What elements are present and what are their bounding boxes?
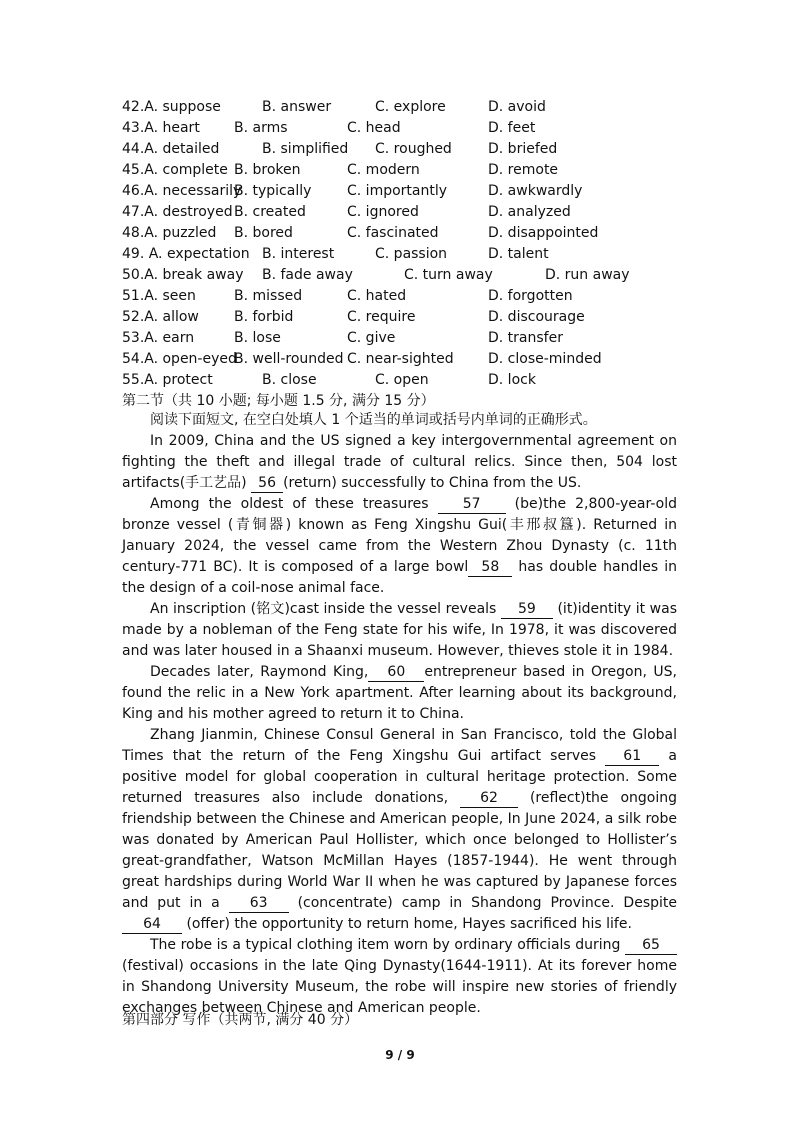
choice-option-d[interactable]: D. feet: [488, 120, 536, 136]
choice-option-a[interactable]: 52.A. allow: [122, 309, 199, 325]
choice-list: [122, 97, 682, 391]
blank-56[interactable]: 56: [251, 475, 283, 493]
choice-option-b[interactable]: B. arms: [234, 120, 288, 136]
choice-option-d[interactable]: D. awkwardly: [488, 183, 583, 199]
paragraph-3: An inscription (铭文)cast inside the vessel reveals 59 (it)identity it was made by a nobleman of the Feng state for his wife, In 1978, it was discovered and was later housed in a Shaanxi museum. However, thieves stole it in 1984.: [122, 601, 677, 659]
choice-option-b[interactable]: B. typically: [234, 183, 312, 199]
choice-option-c[interactable]: C. passion: [375, 246, 448, 262]
choice-option-d[interactable]: D. talent: [488, 246, 549, 262]
choice-row: [122, 286, 682, 307]
choice-row: [122, 370, 682, 391]
choice-option-c[interactable]: C. roughed: [375, 141, 452, 157]
paragraph-5: Zhang Jianmin, Chinese Consul General in San Francisco, told the Global Times that the return of the Feng Xingshu Gui artifact serves 61 a positive model for global cooperation in cultural heritage protection. Some returned treasures also include donations, 62 (reflect)the ongoing friendship between the Chinese and American people, In June 2024, a silk robe was donated by American Paul Hollister, which once belonged to Hollister’s great-grandfather, Watson McMillan Hayes (1857-1944). He went through great hardships during World War II when he was captured by Japanese forces and put in a 63 (concentrate) camp in Shandong Province. Despite 64 (offer) the opportunity to return home, Hayes sacrificed his life.: [122, 727, 677, 932]
choice-option-c[interactable]: C. fascinated: [347, 225, 439, 241]
blank-65[interactable]: 65: [625, 937, 677, 955]
choice-option-a[interactable]: 46.A. necessarily: [122, 183, 242, 199]
passage: [122, 410, 677, 1019]
choice-row: [122, 265, 682, 286]
choice-option-c[interactable]: C. open: [375, 372, 429, 388]
choice-option-b[interactable]: B. lose: [234, 330, 281, 346]
choice-option-b[interactable]: B. well-rounded: [234, 351, 344, 367]
choice-row: [122, 244, 682, 265]
choice-option-c[interactable]: C. importantly: [347, 183, 448, 199]
choice-row: [122, 223, 682, 244]
choice-option-d[interactable]: D. forgotten: [488, 288, 573, 304]
choice-option-d[interactable]: D. discourage: [488, 309, 585, 325]
paragraph-2: Among the oldest of these treasures 57 (be)the 2,800-year-old bronze vessel (青铜器) known as Feng Xingshu Gui(丰邢叔簋). Returned in January 2024, the vessel came from the Western Zhou Dynasty (c. 11th century-771 BC). It is composed of a large bowl 58 has double handles in the design of a coil-nose animal face.: [122, 496, 677, 596]
choice-row: [122, 139, 682, 160]
choice-option-b[interactable]: B. close: [262, 372, 317, 388]
choice-option-b[interactable]: B. answer: [262, 99, 332, 115]
choice-option-d[interactable]: D. remote: [488, 162, 559, 178]
blank-61[interactable]: 61: [605, 748, 659, 766]
choice-option-d[interactable]: D. avoid: [488, 99, 546, 115]
choice-option-d[interactable]: D. disappointed: [488, 225, 599, 241]
choice-option-b[interactable]: B. bored: [234, 225, 293, 241]
blank-63[interactable]: 63: [229, 895, 289, 913]
choice-option-d[interactable]: D. analyzed: [488, 204, 571, 220]
choice-option-d[interactable]: D. briefed: [488, 141, 558, 157]
choice-option-b[interactable]: B. created: [234, 204, 306, 220]
choice-option-c[interactable]: C. require: [347, 309, 416, 325]
choice-option-a[interactable]: 53.A. earn: [122, 330, 195, 346]
choice-option-d[interactable]: D. transfer: [488, 330, 563, 346]
blank-62[interactable]: 62: [460, 790, 518, 808]
blank-57[interactable]: 57: [438, 496, 506, 514]
choice-option-a[interactable]: 43.A. heart: [122, 120, 200, 136]
choice-row: [122, 349, 682, 370]
choice-option-a[interactable]: 50.A. break away: [122, 267, 244, 283]
choice-row: [122, 118, 682, 139]
choice-option-b[interactable]: B. interest: [262, 246, 335, 262]
choice-option-b[interactable]: B. simplified: [262, 141, 349, 157]
choice-option-a[interactable]: 55.A. protect: [122, 372, 213, 388]
choice-option-c[interactable]: C. give: [347, 330, 396, 346]
choice-option-c[interactable]: C. modern: [347, 162, 420, 178]
part-4-heading: 第四部分 写作（共两节, 满分 40 分）: [122, 1012, 359, 1028]
choice-option-a[interactable]: 51.A. seen: [122, 288, 196, 304]
choice-option-d[interactable]: D. lock: [488, 372, 536, 388]
choice-row: [122, 307, 682, 328]
paragraph-1: In 2009, China and the US signed a key intergovernmental agreement on fighting the theft and illegal trade of cultural relics. Since then, 504 lost artifacts(手工艺品) 56 (return) successfully to China from the US.: [122, 433, 677, 491]
choice-row: [122, 328, 682, 349]
choice-option-c[interactable]: C. explore: [375, 99, 446, 115]
choice-option-d[interactable]: D. run away: [545, 267, 630, 283]
choice-option-b[interactable]: B. broken: [234, 162, 301, 178]
choice-row: [122, 202, 682, 223]
page-number: 9 / 9: [385, 1048, 415, 1062]
choice-option-c[interactable]: C. turn away: [404, 267, 493, 283]
instruction: 阅读下面短文, 在空白处填人 1 个适当的单词或括号内单词的正确形式。: [150, 412, 597, 428]
choice-row: [122, 160, 682, 181]
choice-option-b[interactable]: B. missed: [234, 288, 303, 304]
choice-option-a[interactable]: 54.A. open-eyed: [122, 351, 237, 367]
blank-64[interactable]: 64: [122, 916, 182, 934]
choice-option-b[interactable]: B. forbid: [234, 309, 294, 325]
choice-option-c[interactable]: C. hated: [347, 288, 407, 304]
blank-58[interactable]: 58: [468, 559, 512, 577]
paragraph-4: Decades later, Raymond King, 60 entrepreneur based in Oregon, US, found the relic in a New York apartment. After learning about its background, King and his mother agreed to return it to China.: [122, 664, 677, 722]
choice-option-a[interactable]: 48.A. puzzled: [122, 225, 217, 241]
blank-59[interactable]: 59: [501, 601, 553, 619]
blank-60[interactable]: 60: [368, 664, 424, 682]
choice-option-b[interactable]: B. fade away: [262, 267, 353, 283]
choice-option-a[interactable]: 47.A. destroyed: [122, 204, 233, 220]
choice-row: [122, 97, 682, 118]
section-2-heading: 第二节（共 10 小题; 每小题 1.5 分, 满分 15 分）: [122, 393, 435, 409]
choice-option-a[interactable]: 42.A. suppose: [122, 99, 221, 115]
choice-option-a[interactable]: 49. A. expectation: [122, 246, 250, 262]
choice-row: [122, 181, 682, 202]
choice-option-c[interactable]: C. near-sighted: [347, 351, 454, 367]
paragraph-6: The robe is a typical clothing item worn by ordinary officials during 65 (festival) occasions in the late Qing Dynasty(1644-1911). At its forever home in Shandong University Museum, the robe will inspire new stories of friendly exchanges between Chinese and American people.: [122, 937, 677, 1016]
choice-option-c[interactable]: C. head: [347, 120, 401, 136]
choice-option-a[interactable]: 44.A. detailed: [122, 141, 220, 157]
choice-option-c[interactable]: C. ignored: [347, 204, 419, 220]
choice-option-d[interactable]: D. close-minded: [488, 351, 602, 367]
choice-option-a[interactable]: 45.A. complete: [122, 162, 228, 178]
